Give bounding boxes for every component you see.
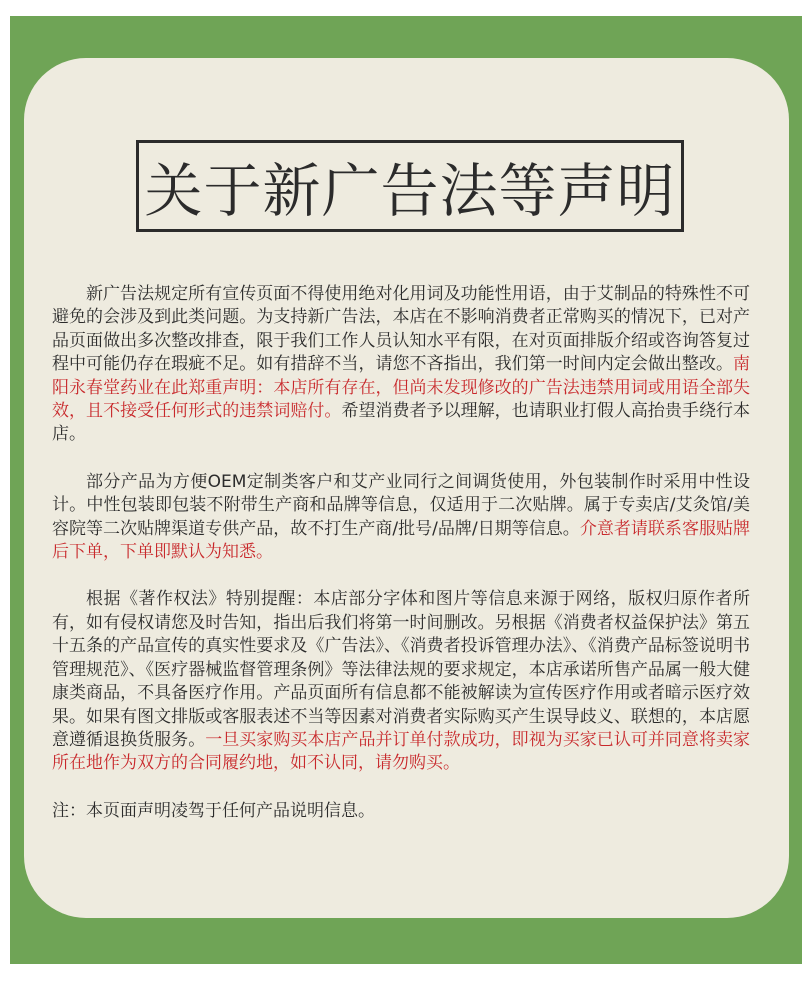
note-text: 注：本页面声明凌驾于任何产品说明信息。 <box>52 800 375 821</box>
paragraph-text: 部分产品为方便OEM定制类客户和艾产业同行之间调货使用，外包装制作时采用中性设计。中性包装即包装不附带生产商和品牌等信息，仅适用于二次贴牌。属于专卖店/艾灸馆/美容院等二次贴牌渠道专供产品，故不打生产商/批号/品牌/日期等信息。 <box>52 471 750 539</box>
title-frame <box>136 140 684 232</box>
paragraph-neutral-packaging <box>52 471 750 565</box>
paragraph-text: 新广告法规定所有宣传页面不得使用绝对化用词及功能性用语，由于艾制品的特殊性不可避免的会涉及到此类问题。为支持新广告法，本店在不影响消费者正常购买的情况下，已对产品页面做出多次整改排查，限于我们工作人员认知水平有限，在对页面排版介绍或咨询答复过程中可能仍存在瑕疵不足。如有措辞不当，请您不吝指出，我们第一时间内定会做出整改。 <box>52 284 750 375</box>
paragraph-copyright <box>52 588 750 775</box>
paragraph-highlight: 一旦买家购买本店产品并订单付款成功，即视为买家已认可并同意将卖家所在地作为双方的合同履约地，如不认同，请勿购买。 <box>52 729 751 774</box>
paragraph-text: 根据《著作权法》特别提醒：本店部分字体和图片等信息来源于网络，版权归原作者所有，如有侵权请您及时告知，指出后我们将第一时间删改。另根据《消费者权益保护法》第五十五条的产品宣传的真实性要求及《广告法》、《消费者投诉管理办法》、《消费产品标签说明书管理规范》、《医疗器械监督管理条例》等法律法规的要求规定，本店承诺所售产品属一般大健康类商品，不具备医疗作用。产品页面所有信息都不能被解读为宣传医疗作用或者暗示医疗效果。如果有图文排版或客服表述不当等因素对消费者实际购买产生误导歧义、联想的，本店愿意遵循退换货服务。 <box>52 589 750 750</box>
statement-body <box>52 283 750 847</box>
paragraph-highlight: 南阳永春堂药业在此郑重声明：本店所有存在，但尚未发现修改的广告法违禁用词或用语全部失效，且不接受任何形式的违禁词赔付。 <box>52 354 750 422</box>
paragraph-advertising-law <box>52 283 750 447</box>
paragraph-text: 希望消费者予以理解，也请职业打假人高抬贵手绕行本店。 <box>52 401 751 445</box>
statement-card <box>24 58 789 918</box>
page-title: 关于新广告法等声明 <box>144 157 676 225</box>
paragraph-highlight: 介意者请联系客服贴牌后下单，下单即默认为知悉。 <box>52 518 751 563</box>
